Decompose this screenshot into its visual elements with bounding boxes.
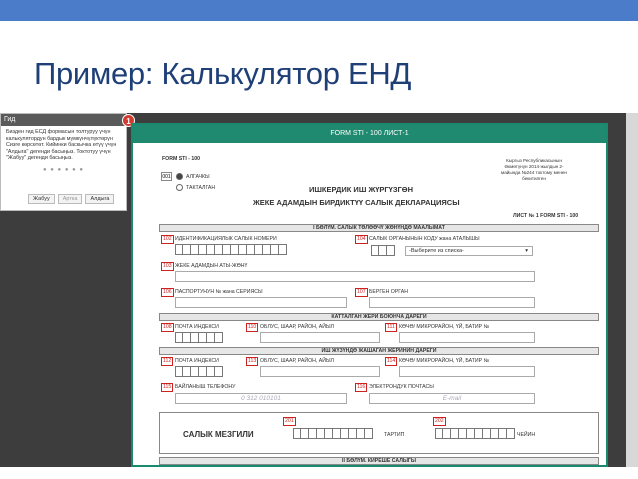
period-to-cells[interactable] [435,428,515,439]
field-108-cells[interactable] [175,332,223,343]
guide-next-button[interactable]: Алдыга [85,194,114,204]
field-104-number: 104 [357,236,366,242]
field-114-number: 114 [387,358,396,364]
field-115-number: 115 [163,384,172,390]
chevron-down-icon: ▾ [525,248,528,254]
form-title-2: ЖЕКЕ АДАМДЫН БИРДИКТҮҮ САЛЫК ДЕКЛАРАЦИЯСЫ [253,198,460,207]
guide-header: Гид [1,114,126,126]
field-102-label: ИДЕНТИФИКАЦИЯЛЫК САЛЫК НОМЕРИ [175,236,277,242]
field-112-number: 112 [163,358,172,364]
form-header: FORM STI - 100 ЛИСТ-1 [133,125,606,143]
period-to-unit: ЧЕЙИН [517,432,536,438]
registered-address-header: КАТТАЛГАН ЖЕРИ БОЮНЧА ДАРЕГИ [159,313,599,321]
period-from-unit: ТАРТИП [384,432,405,438]
actual-address-header: ИШ ЖҮЗҮНДӨ ЖАШАГАН ЖЕРИНИН ДАРЕГИ [159,347,599,355]
field-103-label: ЖЕКЕ АДАМДЫН АТЫ-ЖӨНҮ [175,263,248,269]
form-panel [131,123,608,467]
field-107-number: 107 [357,289,366,295]
field-106-number: 106 [163,289,172,295]
phone-input[interactable]: 0 312 010101 [175,393,347,404]
field-102-cells[interactable] [175,244,287,255]
field-112-label: ПОЧТА ИНДЕКСИ [175,358,219,364]
field-113-label: ОБЛУС, ШААР, РАЙОН, АЙЫЛ [260,358,334,364]
scrollbar[interactable] [626,113,638,467]
field-111-label: КӨЧӨ/ МИКРОРАЙОН, ҮЙ, БАТИР № [399,324,490,330]
field-110-number: 110 [248,324,257,330]
guide-step-dots[interactable]: ● ● ● ● ● ● [42,166,85,173]
tax-period-label: САЛЫК МЕЗГИЛИ [183,430,254,439]
section-2-header: II БӨЛҮМ. КИРЕШЕ САЛЫГЫ [159,457,599,465]
guide-back-button[interactable]: Артка [58,194,83,204]
guide-popup [0,113,127,211]
field-102-number: 102 [163,236,172,242]
actual-street-input[interactable] [399,366,535,377]
tax-office-select[interactable] [405,246,533,256]
field-104-code-cells[interactable] [371,245,395,256]
field-107-label: БЕРГЕН ОРГАН [369,289,408,295]
field-108-label: ПОЧТА ИНДЕКСИ [175,324,219,330]
field-106-label: ПАСПОРТУНУН № жана СЕРИЯСЫ [175,289,263,295]
app-screenshot [0,113,638,467]
field-108-number: 108 [163,324,172,330]
section-1-header: I БӨЛҮМ. САЛЫК ТӨЛӨӨЧҮ ЖӨНҮНДӨ МААЛЫМАТ [159,224,599,232]
option-initial-label: АЛГАЧКЫ [186,174,210,180]
option-initial-radio[interactable] [176,173,183,180]
field-114-label: КӨЧӨ/ МИКРОРАЙОН, ҮЙ, БАТИР № [399,358,490,364]
passport-input[interactable] [175,297,347,308]
field-104-label: САЛЫК ОРГАНЫНЫН КОДУ жана АТАЛЫШЫ [369,236,480,242]
actual-region-input[interactable] [260,366,380,377]
government-note: Кыргыз Республикасынын Өкмөтүнүн 2014-жылдын 2-майында №244 токтому менен бекитилген [501,158,567,181]
field-201-number: 201 [285,418,294,424]
period-from-cells[interactable] [293,428,373,439]
slide-title: Пример: Калькулятор ЕНД [34,56,412,91]
field-116-label: ЭЛЕКТРОНДУК ПОЧТАСЫ [369,384,434,390]
field-115-label: БАЙЛАНЫШ ТЕЛЕФОНУ [175,384,236,390]
registered-region-input[interactable] [260,332,380,343]
step-badge: 1 [122,114,135,127]
field-113-number: 113 [248,358,257,364]
guide-text: Бизден гид ЕСД формасын толтуруу үчүн калькулятордун бардык мүмкүнчүлүктөрүн Сизге көрсөтөт. Кийинки баскычка өтүү үчүн "Алдыга" дегенди басыңыз. Токтотуу үчүн "Жабуу" дегенди басыңыз. [6,129,117,162]
registered-street-input[interactable] [399,332,535,343]
email-input[interactable]: E-mail [369,393,535,404]
form-code-title: FORM STI - 100 [162,156,201,162]
full-name-input[interactable] [175,271,535,282]
tax-office-select-value: -Выберите из списка- [409,248,464,254]
form-title-1: ИШКЕРДИК ИШ ЖҮРГҮЗГӨН [309,185,414,194]
field-111-number: 111 [387,324,395,330]
field-103-number: 103 [163,263,172,269]
field-202-number: 202 [435,418,444,424]
option-corrected-label: ТАКТАЛГАН [186,185,216,191]
issuing-authority-input[interactable] [369,297,535,308]
guide-close-button[interactable]: Жабуу [28,194,55,204]
option-corrected-radio[interactable] [176,184,183,191]
option-code: 001 [162,174,171,180]
slide-top-bar [0,0,638,21]
field-116-number: 116 [357,384,366,390]
field-110-label: ОБЛУС, ШААР, РАЙОН, АЙЫЛ [260,324,334,330]
field-112-cells[interactable] [175,366,223,377]
sheet-label: ЛИСТ № 1 FORM STI - 100 [513,213,579,219]
